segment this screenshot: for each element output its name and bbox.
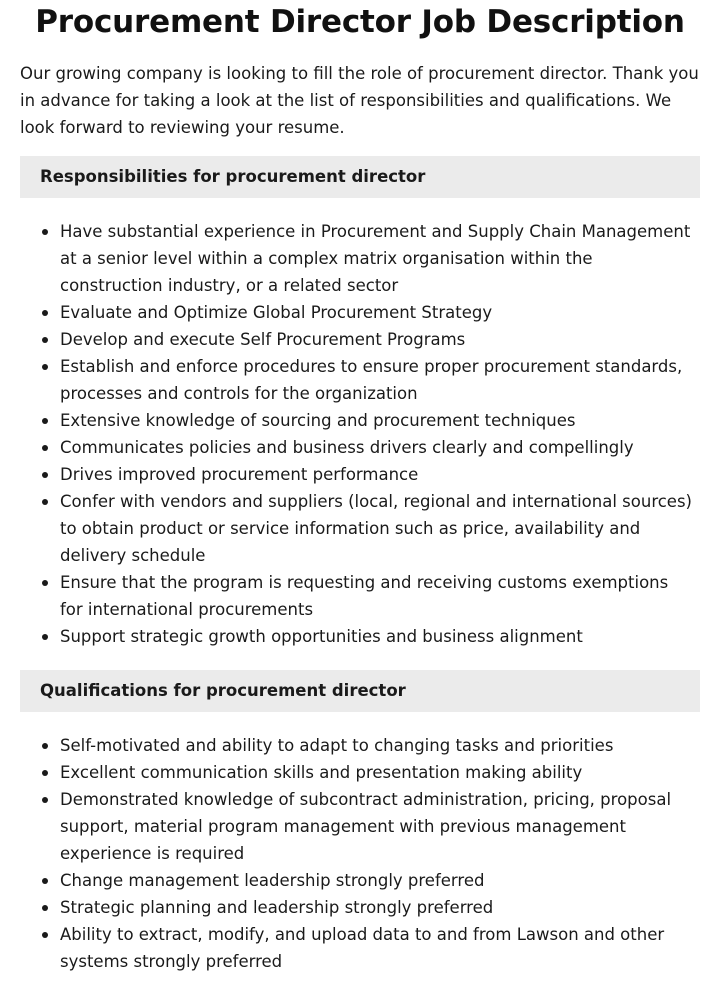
- section-gap: [20, 650, 700, 655]
- list-item: Have substantial experience in Procurement and Supply Chain Management at a senior level within a complex matrix organisation within the construction industry, or a related sector: [60, 218, 700, 299]
- list-item: Extensive knowledge of sourcing and procurement techniques: [60, 407, 700, 434]
- list-item: Establish and enforce procedures to ensure proper procurement standards, processes and controls for the organization: [60, 353, 700, 407]
- list-item: Develop and execute Self Procurement Programs: [60, 326, 700, 353]
- list-item: Communicates policies and business drivers clearly and compellingly: [60, 434, 700, 461]
- list-item: Self-motivated and ability to adapt to changing tasks and priorities: [60, 732, 700, 759]
- list-item: Change management leadership strongly preferred: [60, 867, 700, 894]
- page-title: Procurement Director Job Description: [35, 4, 685, 40]
- list-item: Evaluate and Optimize Global Procurement Strategy: [60, 299, 700, 326]
- list-item: Confer with vendors and suppliers (local, regional and international sources) to obtain product or service information such as price, availability and delivery schedule: [60, 488, 700, 569]
- intro-paragraph: Our growing company is looking to fill the role of procurement director. Thank you in advance for taking a look at the list of responsibilities and qualifications. We look forward to reviewing your resume.: [20, 64, 699, 137]
- responsibilities-heading: Responsibilities for procurement director: [20, 156, 700, 198]
- list-item: Demonstrated knowledge of subcontract administration, pricing, proposal support, material program management with previous management experience is required: [60, 786, 700, 867]
- list-item: Ability to extract, modify, and upload data to and from Lawson and other systems strongly preferred: [60, 921, 700, 975]
- qualifications-list: [20, 732, 700, 975]
- responsibilities-list: [20, 218, 700, 650]
- list-item: Ensure that the program is requesting and receiving customs exemptions for international procurements: [60, 569, 700, 623]
- list-item: Drives improved procurement performance: [60, 461, 700, 488]
- list-item: Support strategic growth opportunities and business alignment: [60, 623, 700, 650]
- list-item: Strategic planning and leadership strongly preferred: [60, 894, 700, 921]
- list-item: Excellent communication skills and presentation making ability: [60, 759, 700, 786]
- qualifications-heading: Qualifications for procurement director: [20, 670, 700, 712]
